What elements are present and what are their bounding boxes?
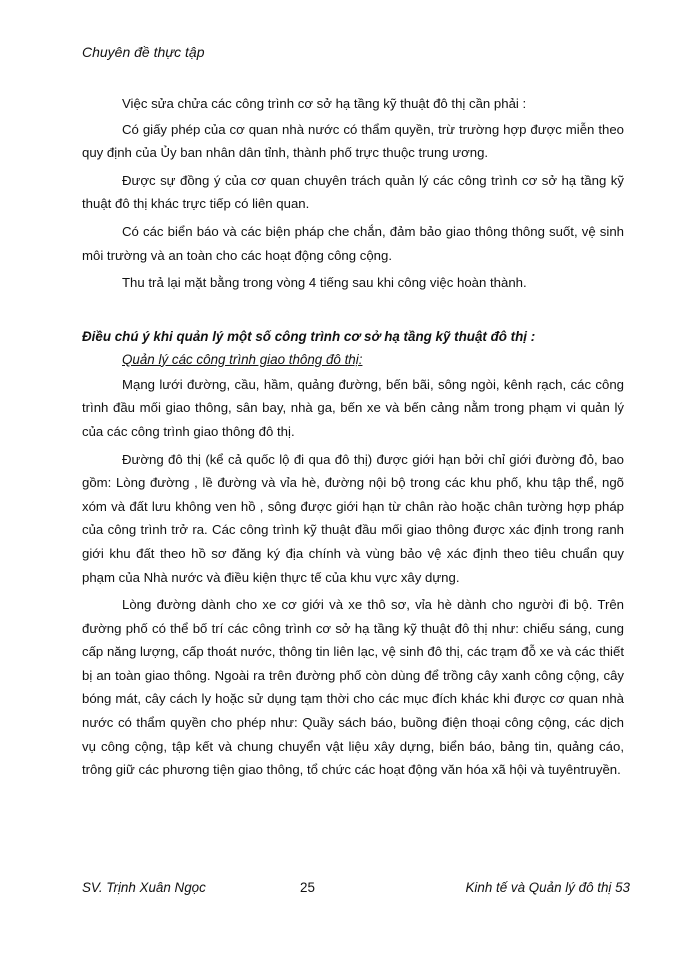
document-body — [82, 92, 624, 786]
paragraph: Có các biển báo và các biện pháp che chắn, đảm bảo giao thông thông suốt, vệ sinh môi trường và an toàn cho các hoạt động công cộng. — [82, 223, 624, 263]
paragraph: Thu trả lại mặt bằng trong vòng 4 tiếng sau khi công việc hoàn thành. — [122, 275, 527, 291]
paragraph: Đường đô thị (kể cả quốc lộ đi qua đô thị) được giới hạn bởi chỉ giới đường đỏ, bao gồm: Lòng đường , lề đường và vỉa hè, đường nội bộ trong các khu phố, khu tập thể, ngõ xóm và đất lưu không ven hồ , sông được giới hạn từ chân rào hoặc chân tường hợp pháp của công trình trở ra. Các công trình kỹ thuật đầu mối giao thông được xác định trong ranh giới khu đất theo hồ sơ đăng ký địa chính và vùng bảo vệ xác định theo tiêu chuẩn quy phạm của Nhà nước và điều kiện thực tế của khu vực xây dựng. — [82, 451, 624, 585]
header-title: Chuyên đề thực tập — [82, 44, 205, 60]
paragraph: Lòng đường dành cho xe cơ giới và xe thô sơ, vỉa hè dành cho người đi bộ. Trên đường phố có thể bố trí các công trình cơ sở hạ tầng kỹ thuật đô thị như: chiếu sáng, cung cấp năng lượng, cấp thoát nước, thông tin liên lạc, vệ sinh đô thị, các trạm đỗ xe và các thiết bị an toàn giao thông. Ngoài ra trên đường phố còn dùng để trồng cây xanh công cộng, cây bóng mát, cây cách ly hoặc sử dụng tạm thời cho các mục đích khác khi được cơ quan nhà nước có thẩm quyền cho phép như: Quầy sách báo, buồng điện thoại công cộng, các dịch vụ công cộng, tập kết và chung chuyển vật liệu xây dựng, biển báo, bảng tin, quảng cáo, trông giữ các phương tiện giao thông, tổ chức các hoạt động văn hóa xã hội và tuyêntruyền. — [82, 597, 624, 778]
paragraph: Mạng lưới đường, cầu, hầm, quảng đường, bến bãi, sông ngòi, kênh rạch, các công trình đầu mối giao thông, sân bay, nhà ga, bến xe và bến cảng nằm trong phạm vi quản lý của các công trình giao thông đô thị. — [82, 376, 624, 439]
section-subheading: Quản lý các công trình giao thông đô thị: — [122, 351, 363, 367]
page-number: 25 — [300, 880, 315, 895]
page-header — [82, 44, 205, 60]
footer-author: SV. Trịnh Xuân Ngọc — [82, 880, 206, 895]
paragraph: Việc sửa chửa các công trình cơ sở hạ tầng kỹ thuật đô thị cần phải : — [122, 96, 527, 111]
section-heading: Điều chú ý khi quản lý một số công trình cơ sở hạ tầng kỹ thuật đô thị : — [82, 328, 536, 344]
section-spacer — [82, 299, 624, 325]
paragraph: Được sự đồng ý của cơ quan chuyên trách quản lý các công trình cơ sở hạ tầng kỹ thuật đô thị khác trực tiếp có liên quan. — [82, 172, 624, 212]
footer-course: Kinh tế và Quản lý đô thị 53 — [465, 880, 630, 895]
paragraph: Có giấy phép của cơ quan nhà nước có thẩm quyền, trừ trường hợp được miễn theo quy định của Ủy ban nhân dân tỉnh, thành phố trực thuộc trung ương. — [82, 121, 624, 161]
